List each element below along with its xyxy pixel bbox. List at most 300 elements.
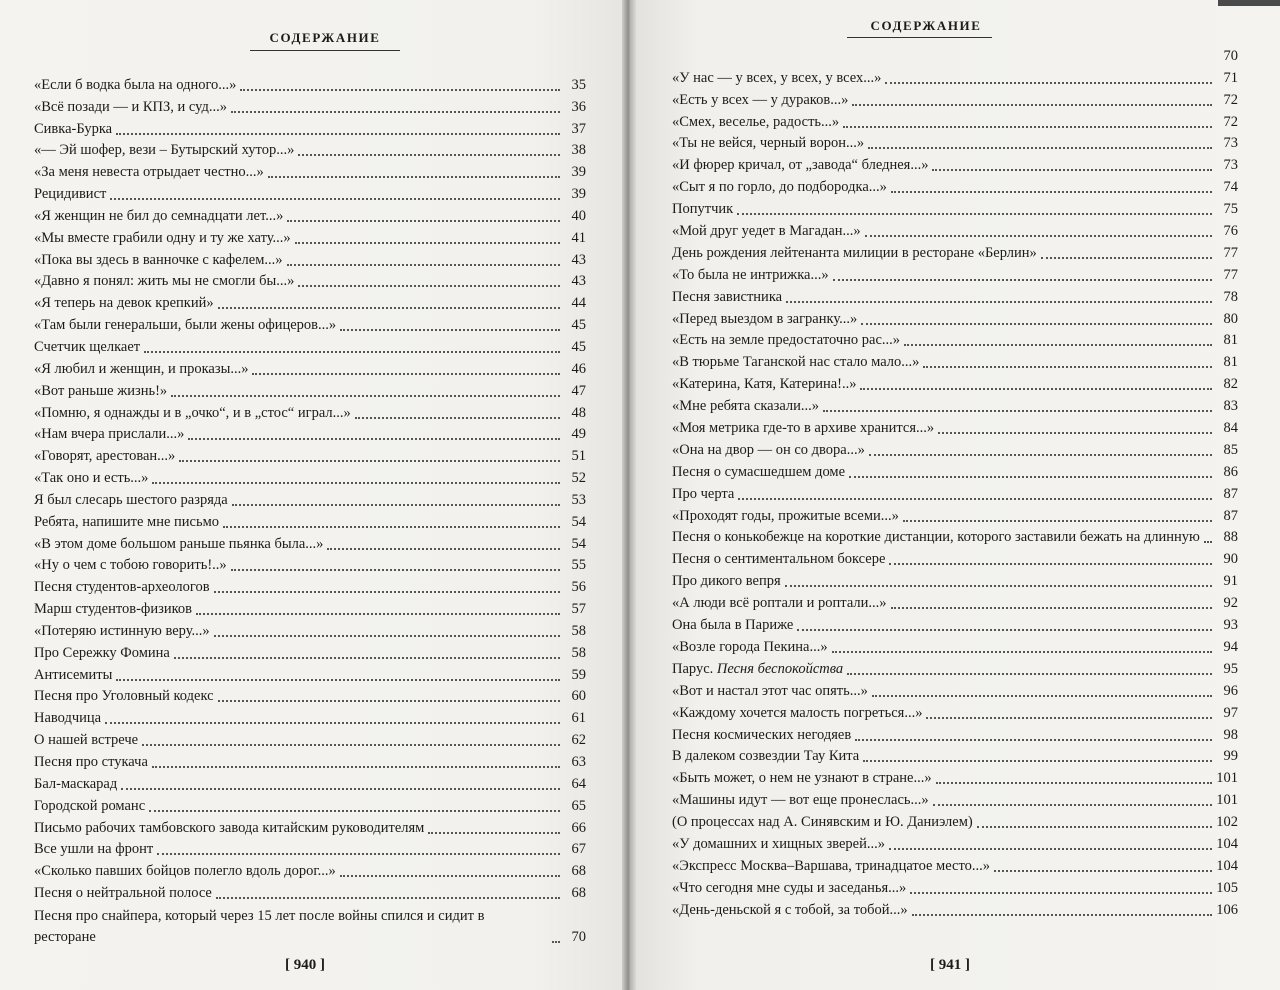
toc-entry-title xyxy=(34,708,101,729)
toc-entry-page: 96 xyxy=(1223,682,1238,699)
toc-entry-page: 75 xyxy=(1223,201,1238,218)
toc-entry-page: 98 xyxy=(1223,726,1238,743)
background-corner xyxy=(1218,0,1280,6)
toc-entry-title-text: «Моя метрика где-то в архиве хранится...» xyxy=(672,420,935,437)
toc-entry-title xyxy=(34,75,236,96)
right-page-number: [ 941 ] xyxy=(930,957,970,973)
toc-entry xyxy=(672,855,1238,877)
toc-entry-title-text: «Мы вместе грабили одну и ту же хату...» xyxy=(34,229,291,246)
toc-entry-title xyxy=(34,468,148,489)
toc-entry-page: 99 xyxy=(1223,748,1238,765)
toc-entry-title xyxy=(34,686,214,707)
toc-entry-title-text: «Я женщин не бил до семнадцати лет...» xyxy=(34,207,284,224)
toc-entry xyxy=(34,205,586,227)
toc-entry-page: 38 xyxy=(571,142,586,159)
toc-entry-page: 90 xyxy=(1223,551,1238,568)
dot-leader xyxy=(268,175,560,178)
toc-entry xyxy=(672,505,1238,527)
toc-entry-title-text: «Там были генеральши, были жены офицеров...» xyxy=(34,317,337,334)
dot-leader xyxy=(216,896,560,899)
toc-entry-page: 61 xyxy=(571,710,586,727)
toc-entry-title-text: Ребята, напишите мне письмо xyxy=(34,513,220,530)
toc-entry-page: 77 xyxy=(1223,244,1238,261)
toc-entry-page: 49 xyxy=(571,426,586,443)
toc-entry-title-text: Про Сережку Фомина xyxy=(34,644,170,661)
toc-entry-title-text: Сивка-Бурка xyxy=(34,120,113,137)
toc-entry xyxy=(34,882,586,904)
toc-entry-title xyxy=(672,177,887,198)
toc-entry-title-text: (О процессах над А. Синявским и Ю. Даниэлем) xyxy=(672,814,973,831)
toc-entry xyxy=(34,358,586,380)
toc-entry-page: 86 xyxy=(1223,463,1238,480)
toc-entry-title-text: Песня о сумасшедшем доме xyxy=(672,463,846,480)
toc-entry xyxy=(672,242,1238,264)
toc-entry-title-text: «Есть у всех — у дураков...» xyxy=(672,91,849,108)
toc-entry xyxy=(672,439,1238,461)
toc-entry-page: 64 xyxy=(571,775,586,792)
toc-entry-title xyxy=(34,293,214,314)
toc-entry-title-text: «То была не интрижка...» xyxy=(672,266,829,283)
toc-entry-page: 56 xyxy=(571,579,586,596)
toc-entry xyxy=(34,402,586,424)
toc-entry-title xyxy=(672,506,899,527)
toc-entry xyxy=(34,860,586,882)
toc-entry xyxy=(34,336,586,358)
left-header-rule xyxy=(250,50,400,51)
dot-leader xyxy=(926,716,1212,719)
dot-leader xyxy=(977,825,1212,828)
toc-entry-title xyxy=(34,271,294,292)
toc-entry-page: 68 xyxy=(571,863,586,880)
toc-entry-title xyxy=(34,621,210,642)
toc-entry xyxy=(672,67,1238,89)
toc-entry-title xyxy=(672,637,828,658)
toc-entry-page: 35 xyxy=(571,76,586,93)
toc-entry-page: 72 xyxy=(1223,91,1238,108)
toc-entry xyxy=(34,533,586,555)
toc-entry-title-text: «Потеряю истинную веру...» xyxy=(34,622,210,639)
toc-entry-title xyxy=(34,599,192,620)
toc-entry-page: 54 xyxy=(571,535,586,552)
toc-entry-title xyxy=(34,162,264,183)
toc-entry-page: 83 xyxy=(1223,398,1238,415)
toc-entry xyxy=(34,642,586,664)
toc-entry-title-text: «Я любил и женщин, и проказы...» xyxy=(34,360,249,377)
toc-entry-title xyxy=(34,403,351,424)
toc-entry-title-text: «День-деньской я с тобой, за тобой...» xyxy=(672,901,908,918)
toc-entry-title-text: «Каждому хочется малость погреться...» xyxy=(672,704,923,721)
toc-entry xyxy=(672,330,1238,352)
toc-entry xyxy=(34,686,586,708)
toc-entry-title-text: Песня о нейтральной полосе xyxy=(34,885,212,902)
toc-entry-title-text: Антисемиты xyxy=(34,666,113,683)
toc-entry-title xyxy=(672,856,990,877)
dot-leader xyxy=(872,694,1212,697)
dot-leader xyxy=(428,831,560,834)
toc-entry-page: 68 xyxy=(571,885,586,902)
toc-entry-title xyxy=(672,790,929,811)
toc-entry-page: 70 xyxy=(1223,47,1238,64)
toc-entry-title-text: «Катерина, Катя, Катерина!..» xyxy=(672,376,857,393)
toc-entry-title-text: «Давно я понял: жить мы не смогли бы...» xyxy=(34,273,295,290)
toc-entry-page: 94 xyxy=(1223,638,1238,655)
right-page-header: СОДЕРЖАНИЕ xyxy=(870,18,982,33)
toc-entry-page: 74 xyxy=(1223,179,1238,196)
toc-entry xyxy=(672,570,1238,592)
toc-entry-title xyxy=(672,243,1037,264)
toc-entry-title-text: Попутчик xyxy=(672,201,734,218)
toc-entry-title xyxy=(672,352,919,373)
toc-entry-page: 105 xyxy=(1216,879,1238,896)
toc-entry xyxy=(672,592,1238,614)
toc-entry-page: 60 xyxy=(571,688,586,705)
toc-entry xyxy=(34,445,586,467)
toc-entry-page: 43 xyxy=(571,251,586,268)
toc-entry-page: 58 xyxy=(571,622,586,639)
toc-entry-title xyxy=(34,250,283,271)
toc-entry xyxy=(672,461,1238,483)
dot-leader xyxy=(860,387,1212,390)
toc-entry-title-text: Песня про стукача xyxy=(34,754,148,770)
toc-entry-title xyxy=(34,381,167,402)
toc-entry-title-text: Марш студентов-физиков xyxy=(34,601,192,618)
toc-entry xyxy=(34,292,586,314)
toc-entry-subtitle: Песня беспокойства xyxy=(716,660,844,677)
dot-leader xyxy=(223,525,560,528)
dot-leader xyxy=(923,365,1212,368)
toc-entry-title xyxy=(672,703,922,724)
toc-entry xyxy=(34,183,586,205)
toc-entry-title-text: В далеком созвездии Тау Кита xyxy=(672,748,860,765)
toc-entry-title-text: Рецидивист xyxy=(34,186,107,203)
toc-entry xyxy=(672,767,1238,789)
toc-entry-title-text: День рождения лейтенанта милиции в ресторане «Берлин» xyxy=(672,244,1037,261)
toc-entry-title-text: «За меня невеста отрыдает честно...» xyxy=(34,164,264,181)
toc-entry xyxy=(672,833,1238,855)
toc-entry xyxy=(672,680,1238,702)
toc-entry-page: 87 xyxy=(1223,485,1238,502)
toc-entry-title xyxy=(34,752,148,773)
dot-leader xyxy=(994,869,1212,872)
toc-entry-title-text: «Машины идут — вот еще пронеслась...» xyxy=(672,792,929,809)
dot-leader xyxy=(144,350,560,353)
toc-entry-title xyxy=(672,462,845,483)
dot-leader xyxy=(121,787,560,790)
toc-entry-page: 104 xyxy=(1216,857,1238,874)
book-spine xyxy=(622,0,636,990)
toc-entry-title-text: «Проходят годы, прожитые всеми...» xyxy=(672,507,899,524)
toc-entry xyxy=(34,424,586,446)
dot-leader xyxy=(832,650,1212,653)
toc-entry xyxy=(34,271,586,293)
dot-leader xyxy=(885,81,1212,84)
toc-entry-title xyxy=(672,549,885,570)
toc-entry-title xyxy=(672,221,861,242)
toc-entry xyxy=(672,746,1238,768)
toc-entry xyxy=(672,724,1238,746)
toc-entry-title-text: Про дикого вепря xyxy=(672,573,781,590)
toc-entry-title xyxy=(672,265,829,286)
toc-entry-page: 93 xyxy=(1223,617,1238,634)
dot-leader xyxy=(116,678,560,681)
toc-entry xyxy=(34,118,586,140)
right-toc-list xyxy=(672,45,1238,921)
toc-entry xyxy=(672,483,1238,505)
toc-entry-title xyxy=(672,659,843,680)
toc-entry-title xyxy=(672,527,1200,548)
toc-entry-title xyxy=(34,906,548,948)
toc-entry-title-text: «Пока вы здесь в ванночке с кафелем...» xyxy=(34,251,283,268)
toc-entry-title xyxy=(34,228,291,249)
toc-entry-page: 65 xyxy=(571,797,586,814)
dot-leader xyxy=(105,721,560,724)
toc-entry-page: 88 xyxy=(1223,529,1238,546)
toc-entry-title-text: «У домашних и хищных зверей...» xyxy=(672,835,885,852)
dot-leader xyxy=(298,284,560,287)
toc-entry-title xyxy=(672,90,848,111)
dot-leader xyxy=(797,628,1212,631)
left-page-number: [ 940 ] xyxy=(285,957,325,973)
toc-entry-page: 43 xyxy=(571,273,586,290)
toc-entry-title xyxy=(34,861,336,882)
toc-entry xyxy=(34,314,586,336)
dot-leader xyxy=(340,328,560,331)
toc-entry-page: 66 xyxy=(571,819,586,836)
toc-entry-title xyxy=(34,490,228,511)
dot-leader xyxy=(889,847,1212,850)
dot-leader xyxy=(157,852,560,855)
toc-entry-page: 40 xyxy=(571,207,586,224)
toc-entry xyxy=(672,417,1238,439)
left-page xyxy=(0,0,626,990)
dot-leader xyxy=(891,190,1212,193)
toc-entry-page: 104 xyxy=(1216,835,1238,852)
dot-leader xyxy=(116,132,560,135)
toc-entry-page: 51 xyxy=(571,448,586,465)
dot-leader xyxy=(933,803,1212,806)
toc-entry-title xyxy=(34,424,184,445)
toc-entry xyxy=(672,614,1238,636)
toc-entry-title-text: Городской романс xyxy=(34,797,146,814)
toc-entry-title-text: Все ушли на фронт xyxy=(34,841,154,858)
toc-entry-title xyxy=(34,555,227,576)
toc-entry-title-text: Песня студентов-археологов xyxy=(34,579,210,596)
toc-entry-title xyxy=(34,446,175,467)
toc-entry-title xyxy=(34,577,210,598)
toc-entry xyxy=(34,380,586,402)
toc-entry-title-text: «Мой друг уедет в Магадан...» xyxy=(672,223,861,240)
toc-entry xyxy=(34,467,586,489)
dot-leader xyxy=(737,212,1212,215)
toc-entry-page: 45 xyxy=(571,338,586,355)
dot-leader xyxy=(847,672,1212,675)
dot-leader xyxy=(214,590,560,593)
right-header-rule xyxy=(847,37,992,38)
toc-entry-title xyxy=(672,571,781,592)
toc-entry-title-text: «Мне ребята сказали...» xyxy=(672,398,820,415)
toc-entry xyxy=(672,877,1238,899)
toc-entry xyxy=(34,729,586,751)
toc-entry xyxy=(672,286,1238,308)
dot-leader xyxy=(152,481,560,484)
toc-entry-title xyxy=(672,725,851,746)
toc-entry-title-text: «Если б водка была на одного...» xyxy=(34,76,237,93)
dot-leader xyxy=(196,612,560,615)
toc-entry-title xyxy=(672,374,856,395)
toc-entry-page: 81 xyxy=(1223,354,1238,371)
toc-entry-page: 81 xyxy=(1223,332,1238,349)
toc-entry-title-text: Песня космических негодяев xyxy=(672,726,852,743)
dot-leader xyxy=(218,306,560,309)
dot-leader xyxy=(903,519,1212,522)
toc-entry-title-text: «Всё позади — и КПЗ, и суд...» xyxy=(34,98,227,115)
toc-entry xyxy=(672,548,1238,570)
dot-leader xyxy=(869,453,1212,456)
toc-entry-page: 37 xyxy=(571,120,586,137)
toc-entry xyxy=(34,751,586,773)
toc-entry xyxy=(672,658,1238,680)
toc-entry-title xyxy=(672,878,906,899)
toc-entry xyxy=(34,773,586,795)
toc-entry-title xyxy=(34,512,219,533)
toc-entry-title-text: «Смех, веселье, радость...» xyxy=(672,113,840,130)
toc-entry-page: 45 xyxy=(571,317,586,334)
toc-entry-page: 77 xyxy=(1223,266,1238,283)
toc-entry xyxy=(672,702,1238,724)
toc-entry-title xyxy=(672,330,900,351)
toc-entry-page: 102 xyxy=(1216,814,1238,831)
toc-entry-page: 91 xyxy=(1223,573,1238,590)
toc-entry-title-text: «В тюрьме Таганской нас стало мало...» xyxy=(672,354,920,371)
toc-entry-title-text: «Так оно и есть...» xyxy=(34,470,149,487)
toc-entry-title xyxy=(34,359,248,380)
toc-entry-title xyxy=(672,199,733,220)
toc-entry-title-text: «Вот раньше жизнь!» xyxy=(34,382,168,399)
toc-entry-page: 70 xyxy=(571,929,586,946)
dot-leader xyxy=(295,241,560,244)
toc-entry xyxy=(34,598,586,620)
toc-entry-title-text: «Я теперь на девок крепкий» xyxy=(34,295,214,312)
toc-entry-page: 39 xyxy=(571,186,586,203)
toc-entry-title-text: Она была в Париже xyxy=(672,617,794,634)
toc-entry-title xyxy=(672,287,782,308)
toc-entry-page: 82 xyxy=(1223,376,1238,393)
toc-entry-title-text: «Сыт я по горло, до подбородка...» xyxy=(672,179,887,196)
toc-entry-page: 39 xyxy=(571,164,586,181)
toc-entry-page: 84 xyxy=(1223,420,1238,437)
dot-leader xyxy=(240,88,560,91)
toc-entry xyxy=(672,351,1238,373)
dot-leader xyxy=(843,125,1212,128)
toc-entry-title-text: «Сколько павших бойцов полегло вдоль дорог...» xyxy=(34,863,336,880)
toc-entry xyxy=(672,636,1238,658)
toc-entry xyxy=(672,220,1238,242)
toc-entry-page: 47 xyxy=(571,382,586,399)
dot-leader xyxy=(849,475,1212,478)
dot-leader xyxy=(142,743,560,746)
toc-entry xyxy=(672,308,1238,330)
toc-entry-page: 73 xyxy=(1223,157,1238,174)
toc-entry xyxy=(34,96,586,118)
dot-leader xyxy=(852,103,1212,106)
dot-leader xyxy=(912,913,1212,916)
toc-entry-page: 58 xyxy=(571,644,586,661)
dot-leader xyxy=(287,263,560,266)
toc-entry-title xyxy=(34,140,294,161)
toc-entry-title-text: Песня о конькобежце на короткие дистанции, которого заставили бежать на длинную xyxy=(672,529,1200,546)
toc-entry xyxy=(672,527,1238,549)
toc-entry-page: 53 xyxy=(571,491,586,508)
toc-entry-title-text: Про черта xyxy=(672,485,735,502)
dot-leader xyxy=(889,562,1212,565)
toc-entry-page: 63 xyxy=(571,754,586,770)
dot-leader xyxy=(823,409,1212,412)
dot-leader xyxy=(785,584,1212,587)
toc-entry-title-text: «Что сегодня мне суды и заседанья...» xyxy=(672,879,907,896)
toc-entry xyxy=(34,161,586,183)
dot-leader xyxy=(231,110,560,113)
toc-entry xyxy=(34,795,586,817)
toc-entry-page: 44 xyxy=(571,295,586,312)
toc-entry-title xyxy=(672,746,859,767)
toc-entry xyxy=(34,620,586,642)
toc-entry-page: 71 xyxy=(1223,69,1238,86)
toc-entry-page: 80 xyxy=(1223,310,1238,327)
toc-entry-title xyxy=(672,593,887,614)
toc-entry-page: 62 xyxy=(571,732,586,749)
toc-entry-title-text: Бал-маскарад xyxy=(34,775,118,792)
toc-entry-title xyxy=(672,768,932,789)
left-page-header: СОДЕРЖАНИЕ xyxy=(269,30,381,45)
dot-leader xyxy=(1204,540,1212,543)
toc-entry-page: 59 xyxy=(571,666,586,683)
toc-entry-page: 101 xyxy=(1216,770,1238,787)
dot-leader xyxy=(910,891,1212,894)
dot-leader xyxy=(231,568,560,571)
toc-entry-page: 54 xyxy=(571,513,586,530)
dot-leader xyxy=(904,343,1212,346)
toc-entry-title xyxy=(672,681,868,702)
toc-entry xyxy=(34,664,586,686)
toc-entry xyxy=(672,264,1238,286)
toc-entry-title xyxy=(672,615,793,636)
toc-entry-page: 46 xyxy=(571,360,586,377)
toc-entry xyxy=(34,511,586,533)
toc-entry-title-text: «В этом доме большом раньше пьянка была...» xyxy=(34,535,324,552)
toc-entry-page: 72 xyxy=(1223,113,1238,130)
toc-entry-title xyxy=(672,68,881,89)
dot-leader xyxy=(355,416,560,419)
toc-entry xyxy=(672,789,1238,811)
toc-entry-page: 55 xyxy=(571,557,586,574)
dot-leader xyxy=(327,547,560,550)
dot-leader xyxy=(179,459,560,462)
toc-entry xyxy=(672,176,1238,198)
toc-entry-title xyxy=(34,534,323,555)
toc-entry-title-text: «Вот и настал этот час опять...» xyxy=(672,682,868,699)
left-toc-list xyxy=(34,74,586,948)
toc-entry-title xyxy=(34,643,170,664)
toc-entry-title-text: Письмо рабочих тамбовского завода китайским руководителям xyxy=(34,819,425,836)
dot-leader xyxy=(936,781,1212,784)
right-page xyxy=(632,0,1280,990)
toc-entry-page: 41 xyxy=(571,229,586,246)
toc-entry xyxy=(672,133,1238,155)
toc-entry-page: 48 xyxy=(571,404,586,421)
toc-entry-title-text: О нашей встрече xyxy=(34,732,139,749)
toc-entry-title-text: «Нам вчера прислали...» xyxy=(34,426,185,443)
dot-leader xyxy=(232,503,560,506)
